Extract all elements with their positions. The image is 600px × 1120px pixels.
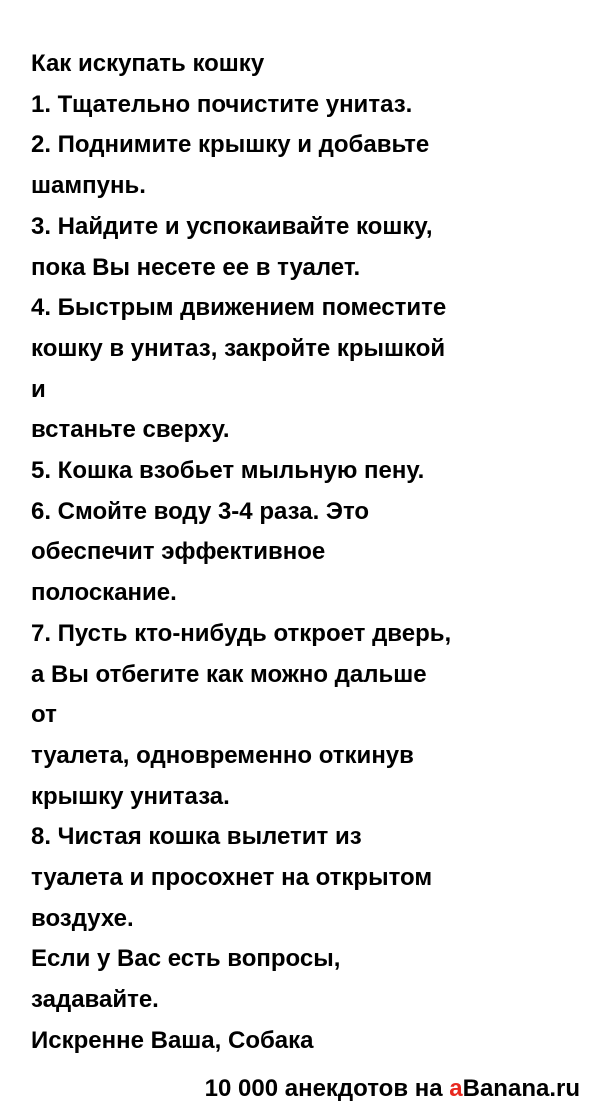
joke-line: шампунь. [31, 172, 146, 200]
joke-line: 8. Чистая кошка вылетит из [31, 823, 362, 851]
joke-line: туалета, одновременно откинув [31, 741, 414, 769]
site-footer [205, 1072, 580, 1106]
joke-line: 4. Быстрым движением поместите [31, 294, 447, 322]
joke-title: Как искупать кошку [31, 50, 265, 77]
joke-line: 6. Смойте воду 3-4 раза. Это [31, 497, 370, 525]
brand-name: Banana.ru [462, 1075, 580, 1102]
joke-line: воздухе. [31, 904, 134, 932]
joke-line: 2. Поднимите крышку и добавьте [31, 131, 430, 159]
site-logo-link[interactable] [449, 1075, 580, 1102]
joke-line: и [31, 375, 46, 403]
joke-line: 3. Найдите и успокаивайте кошку, [31, 212, 433, 240]
joke-line: крышку унитаза. [31, 782, 230, 810]
joke-line: а Вы отбегите как можно дальше [31, 660, 427, 688]
joke-line: 7. Пусть кто-нибудь откроет дверь, [31, 619, 452, 647]
joke-line: Если у Вас есть вопросы, [31, 945, 341, 973]
joke-line: задавайте. [31, 986, 159, 1014]
joke-line: пока Вы несете ее в туалет. [31, 253, 361, 281]
footer-text: 10 000 анекдотов на [204, 1075, 450, 1102]
joke-line: обеспечит эффективное [31, 538, 326, 566]
joke-line: 5. Кошка взобьет мыльную пену. [31, 457, 425, 485]
joke-line: 1. Тщательно почистите унитаз. [31, 90, 413, 118]
joke-line: встаньте сверху. [31, 416, 230, 444]
brand-letter-a: a [449, 1075, 463, 1102]
joke-text [31, 44, 571, 1062]
joke-line: туалета и просохнет на открытом [31, 864, 433, 892]
joke-line: от [31, 701, 57, 729]
joke-line: полоскание. [31, 579, 177, 607]
joke-line: кошку в унитаз, закройте крышкой [31, 334, 446, 362]
joke-signature: Искренне Ваша, Собака [31, 1026, 314, 1054]
